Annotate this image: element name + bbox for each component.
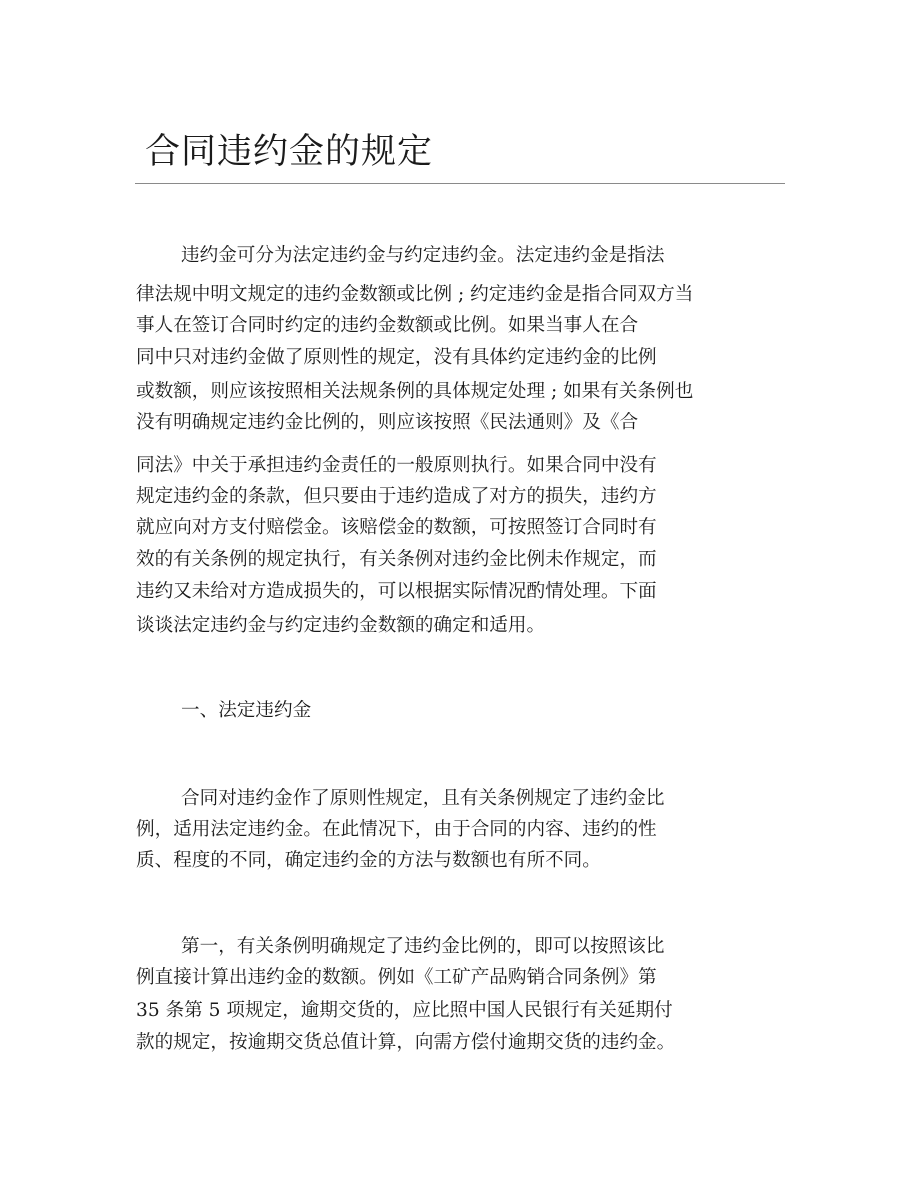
paragraph-line: 例直接计算出违约金的数额。例如《工矿产品购销合同条例》第 bbox=[136, 967, 657, 988]
section-heading: 一、法定违约金 bbox=[181, 700, 312, 721]
paragraph-line: 35 条第 5 项规定，逾期交货的，应比照中国人民银行有关延期付 bbox=[136, 1000, 673, 1021]
paragraph-line: 或数额，则应该按照相关法规条例的具体规定处理 ; 如果有关条例也 bbox=[136, 381, 694, 402]
paragraph-line: 款的规定，按逾期交货总值计算，向需方偿付逾期交货的违约金。 bbox=[136, 1032, 676, 1053]
paragraph-line: 合同对违约金作了原则性规定，且有关条例规定了违约金比 bbox=[181, 788, 665, 809]
paragraph-line: 谈谈法定违约金与约定违约金数额的确定和适用。 bbox=[136, 615, 546, 636]
paragraph-line: 违约又未给对方造成损失的，可以根据实际情况酌情处理。下面 bbox=[136, 581, 657, 602]
paragraph-line: 律法规中明文规定的违约金数额或比例 ; 约定违约金是指合同双方当 bbox=[136, 284, 694, 305]
title-divider bbox=[135, 183, 785, 184]
paragraph-line: 事人在签订合同时约定的违约金数额或比例。如果当事人在合 bbox=[136, 315, 639, 336]
paragraph-line: 质、程度的不同，确定违约金的方法与数额也有所不同。 bbox=[136, 850, 601, 871]
paragraph-line: 例，适用法定违约金。在此情况下，由于合同的内容、违约的性 bbox=[136, 819, 657, 840]
paragraph-line: 效的有关条例的规定执行，有关条例对违约金比例未作规定，而 bbox=[136, 549, 657, 570]
document-title: 合同违约金的规定 bbox=[145, 132, 434, 172]
paragraph-line: 没有明确规定违约金比例的，则应该按照《民法通则》及《合 bbox=[136, 412, 639, 433]
paragraph-line: 同中只对违约金做了原则性的规定，没有具体约定违约金的比例 bbox=[136, 347, 657, 368]
paragraph-line: 同法》中关于承担违约金责任的一般原则执行。如果合同中没有 bbox=[136, 455, 657, 476]
paragraph-line: 第一，有关条例明确规定了违约金比例的，即可以按照该比 bbox=[181, 936, 665, 957]
paragraph-line: 违约金可分为法定违约金与约定违约金。法定违约金是指法 bbox=[181, 245, 665, 266]
paragraph-line: 规定违约金的条款，但只要由于违约造成了对方的损失，违约方 bbox=[136, 486, 657, 507]
paragraph-line: 就应向对方支付赔偿金。该赔偿金的数额，可按照签订合同时有 bbox=[136, 517, 657, 538]
